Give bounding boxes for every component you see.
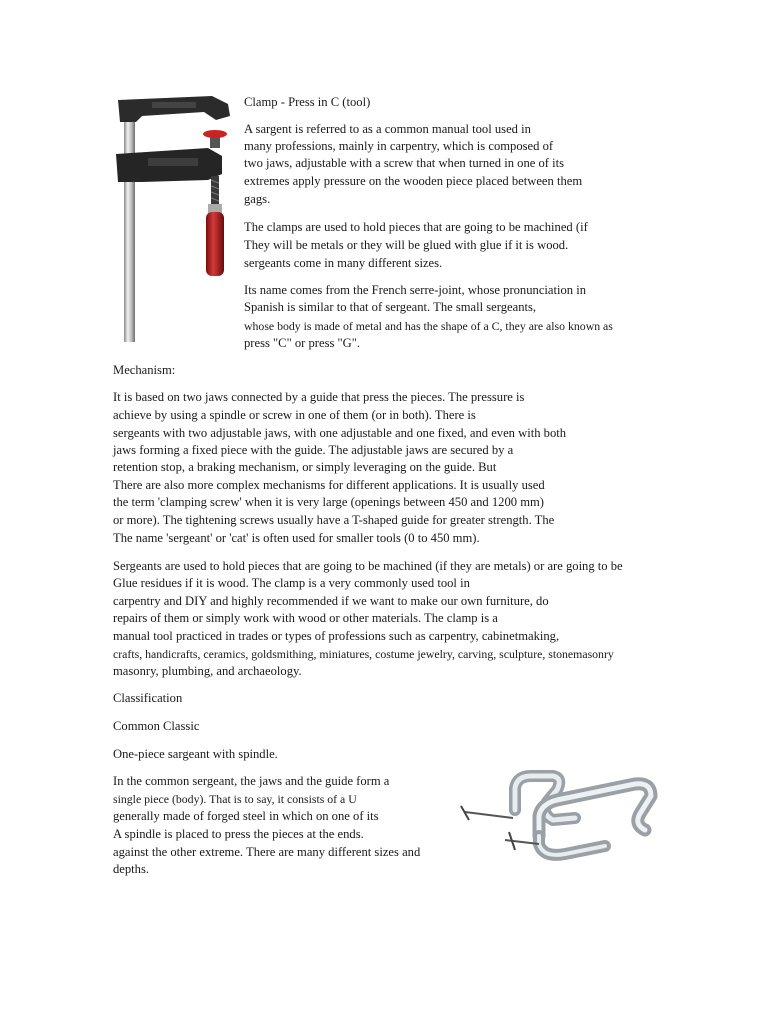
classification-p1-line: against the other extreme. There are many different sizes and bbox=[113, 845, 421, 859]
mechanism-p1-line: It is based on two jaws connected by a guide that press the pieces. The pressure is bbox=[113, 390, 525, 404]
section-heading-mechanism: Mechanism: bbox=[113, 363, 176, 377]
mechanism-p1-line: sergeants with two adjustable jaws, with one adjustable and one fixed, and even with both bbox=[113, 426, 567, 440]
intro-p3-line: Its name comes from the French serre-joint, whose pronunciation in bbox=[244, 283, 587, 297]
intro-p1-line: A sargent is referred to as a common manual tool used in bbox=[244, 122, 531, 136]
intro-p1-line: two jaws, adjustable with a screw that when turned in one of its bbox=[244, 156, 565, 170]
mechanism-p1-line: jaws forming a fixed piece with the guide. The adjustable jaws are secured by a bbox=[113, 443, 514, 457]
mechanism-p2-line: carpentry and DIY and highly recommended if we want to make our own furniture, do bbox=[113, 594, 549, 608]
classification-p1-line: generally made of forged steel in which on one of its bbox=[113, 809, 379, 823]
mechanism-p1-line: achieve by using a spindle or screw in one of them (or in both). There is bbox=[113, 408, 476, 422]
mechanism-p1-line: the term 'clamping screw' when it is very large (openings between 450 and 1200 mm) bbox=[113, 495, 544, 509]
classification-p1-line: In the common sergeant, the jaws and the guide form a bbox=[113, 774, 390, 788]
mechanism-p1-line: The name 'sergeant' or 'cat' is often used for smaller tools (0 to 450 mm). bbox=[113, 531, 480, 545]
document-title: Clamp - Press in C (tool) bbox=[244, 95, 371, 109]
mechanism-p1-line: or more). The tightening screws usually have a T-shaped guide for greater strength. The bbox=[113, 513, 555, 527]
mechanism-p1-line: There are also more complex mechanisms for different applications. It is usually used bbox=[113, 478, 545, 492]
mechanism-p2-line: manual tool practiced in trades or types of professions such as carpentry, cabinetmaking, bbox=[113, 629, 560, 643]
intro-p2-line: They will be metals or they will be glued with glue if it is wood. bbox=[244, 238, 569, 252]
mechanism-p2-line: crafts, handicrafts, ceramics, goldsmithing, miniatures, costume jewelry, carving, sculpture, stonemasonry bbox=[113, 647, 614, 661]
mechanism-p1-line: retention stop, a braking mechanism, or simply leveraging on the guide. But bbox=[113, 460, 497, 474]
intro-p3-line: Spanish is similar to that of sergeant. The small sergeants, bbox=[244, 300, 537, 314]
classification-p1-line: single piece (body). That is to say, it consists of a U bbox=[113, 792, 357, 806]
classification-caption: One-piece sargeant with spindle. bbox=[113, 747, 278, 761]
subheading-common-classic: Common Classic bbox=[113, 719, 200, 733]
intro-p3-line: press "C" or press "G". bbox=[244, 336, 361, 350]
mechanism-p2-line: Sergeants are used to hold pieces that are going to be machined (if they are metals) or are going to be bbox=[113, 559, 623, 573]
classification-p1-line: A spindle is placed to press the pieces at the ends. bbox=[113, 827, 364, 841]
mechanism-p2-line: masonry, plumbing, and archaeology. bbox=[113, 664, 302, 678]
c-clamp-image bbox=[455, 770, 663, 868]
intro-p3-line: whose body is made of metal and has the shape of a C, they are also known as bbox=[244, 319, 613, 333]
bar-clamp-image bbox=[112, 92, 236, 344]
intro-p1-line: extremes apply pressure on the wooden piece placed between them bbox=[244, 174, 583, 188]
mechanism-p2-line: Glue residues if it is wood. The clamp is a very commonly used tool in bbox=[113, 576, 470, 590]
intro-p1-line: gags. bbox=[244, 192, 271, 206]
mechanism-p2-line: repairs of them or simply work with wood or other materials. The clamp is a bbox=[113, 611, 498, 625]
intro-p1-line: many professions, mainly in carpentry, which is composed of bbox=[244, 139, 554, 153]
classification-p1-line: depths. bbox=[113, 862, 150, 876]
intro-p2-line: sergeants come in many different sizes. bbox=[244, 256, 443, 270]
intro-p2-line: The clamps are used to hold pieces that are going to be machined (if bbox=[244, 220, 588, 234]
section-heading-classification: Classification bbox=[113, 691, 183, 705]
